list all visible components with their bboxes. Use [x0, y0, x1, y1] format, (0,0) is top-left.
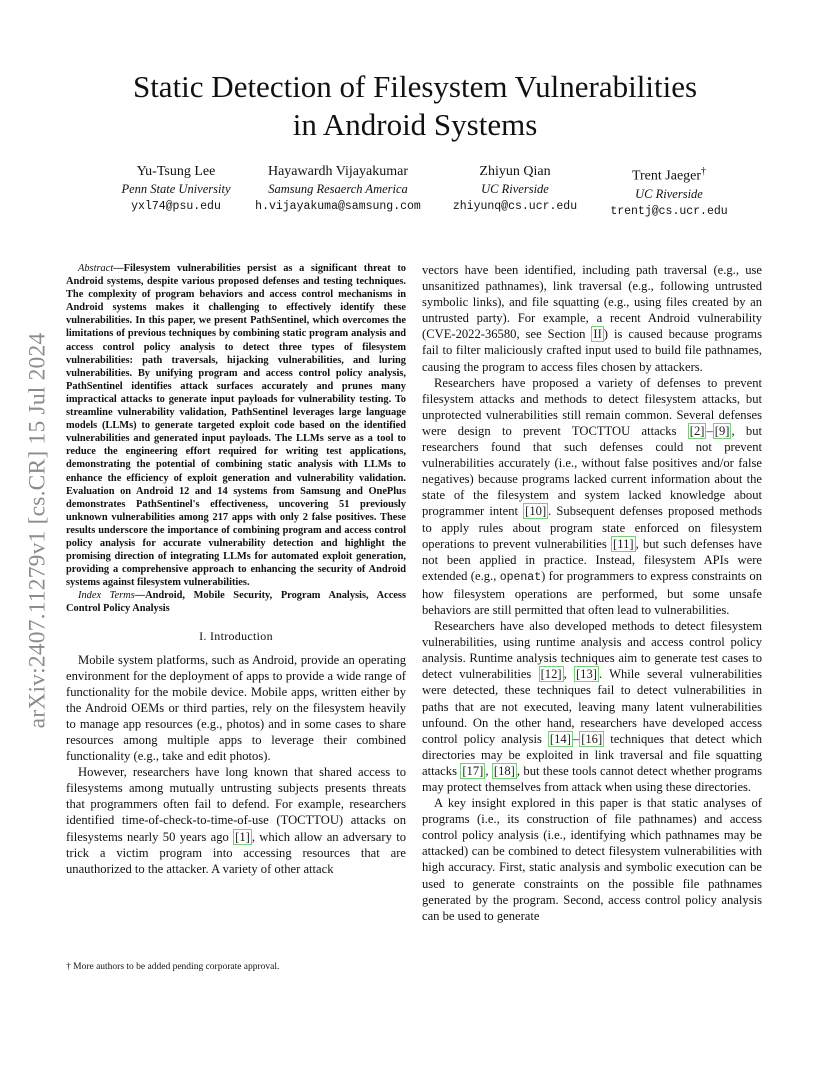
author-affiliation: Samsung Resaerch America — [268, 182, 408, 196]
author-email: h.vijayakuma@samsung.com — [255, 200, 421, 213]
citation-link[interactable]: [11] — [613, 536, 634, 551]
text-span: Researchers have proposed a variety of defenses to prevent filesystem attacks and methods to detect filesystem attacks, but unprotected vulnerabilities still remain common. Several defenses were design to prevent TOCTTOU attacks — [422, 375, 762, 438]
abstract-label: Abstract — [78, 263, 114, 274]
abstract-text: Filesystem vulnerabilities persist as a significant threat to Android systems, despite various proposed defenses and testing techniques. The complexity of program behaviors and access control mechanisms in Android systems makes it challenging to effectively identify these vulnerabilities. In this paper, we present PathSentinel, which overcomes the limitations of previous techniques by combining static program analysis and access control policy analysis to detect three types of filesystem vulnerabilities: path traversals, hijacking vulnerabilities, and luring vulnerabilities. By unifying program and access control policy analysis, PathSentinel identifies attack surfaces accurately and prunes many impractical attacks to generate input payloads for vulnerability testing. To streamline vulnerability validation, PathSentinel leverages large language models (LLMs) to generate targeted exploit code based on the identified vulnerabilities and generated input payloads. The LLMs serve as a tool to reduce the engineering effort required for writing test applications, demonstrating the potential of combining static analysis with LLMs to enhance the efficiency of exploit generation and vulnerability validation. Evaluation on Android 12 and 14 systems from Samsung and OnePlus demonstrates PathSentinel's effectiveness, uncovering 51 previously unknown vulnerabilities among 217 apps with only 2 false positives. These results underscore the importance of combining program and access control policy analysis for accurate vulnerability detection and highlight the promising direction of integrating LLMs for automated exploit generation, providing a comprehensive approach to enhancing the security of Android systems against filesystem vulnerabilities. — [66, 263, 406, 589]
citation-link[interactable]: [9] — [714, 423, 730, 438]
author-affiliation: Penn State University — [121, 182, 231, 196]
author-name: Yu-Tsung Lee — [136, 164, 216, 179]
right-column — [422, 262, 762, 924]
author-name: Zhiyun Qian — [479, 164, 551, 179]
text-span: ) is caused because programs fail to filter maliciously crafted input used to build file pathnames, causing the program to access files chosen by attackers. — [422, 327, 763, 374]
text-span: However, researchers have long known that shared access to filesystems among mutually untrusting subjects presents threats that programmers often fail to defend. For example, researchers identified time-of-check-to-time-of-use (TOCTTOU) attacks on filesystems nearly 50 years ago — [66, 765, 406, 844]
text-span: Researchers have also developed methods to detect filesystem vulnerabilities, using runtime analysis and access control policy analysis. Runtime analysis techniques aim to generate test cases to detect vulnerabilities — [422, 619, 762, 682]
text-span: techniques that detect which directories may be exploited in link traversal and file squatting attacks — [422, 731, 762, 778]
left-column — [66, 262, 406, 877]
citation-link[interactable]: [1] — [235, 829, 250, 844]
index-terms-text: Android, Mobile Security, Program Analysis, Access Control Policy Analysis — [66, 590, 406, 615]
text-span: – — [572, 731, 580, 746]
author-email: yxl74@psu.edu — [131, 200, 221, 213]
citation-link[interactable]: [12] — [540, 667, 562, 682]
arxiv-stamp — [17, 300, 59, 760]
intro-paragraph-3 — [422, 262, 762, 375]
author-affiliation: UC Riverside — [481, 182, 549, 196]
footnote: † More authors to be added pending corporate approval. — [66, 962, 280, 972]
citation-link[interactable]: [14] — [549, 731, 571, 746]
text-span: vectors have been identified, including path traversal (e.g., use unsanitized pathnames), link traversal (e.g., following untrusted symbolic links), and file squatting (e.g., using files created by an untrusted party). For example, a recent Android vulnerability (CVE-2022-36580, see Section — [422, 263, 762, 342]
intro-paragraph-1: Mobile system platforms, such as Android, provide an operating environment for the deployment of apps to provide a wide range of functionality for the mobile device. Mobile apps, written either by the Android OEMs or third parties, rely on the filesystem heavily to manage app resources (e.g., photos) and in some cases to share resources among multiple apps to leverage their combined functionality (e.g., take and edit photos). — [66, 652, 406, 764]
text-span: , but researchers found that such defenses could not prevent vulnerabilities accurately (i.e., without false positives and/or false negatives) because programs lacked current information about the state of the filesystem and system lacked knowledge about programmer intent — [422, 423, 762, 519]
author-email: trentj@cs.ucr.edu — [610, 204, 728, 218]
author-affiliation: UC Riverside — [635, 186, 703, 201]
text-span: . Subsequent defenses proposed methods to apply rules about program state enforced on filesystem operations to prevent vulnerabilities — [422, 504, 762, 551]
intro-paragraph-5 — [422, 618, 762, 795]
dagger-mark: † — [701, 166, 707, 177]
index-terms — [66, 589, 406, 615]
text-span: – — [706, 423, 713, 438]
text-span: ) for programmers to express constraints on how filesystem operations are performed, but some unsafe behaviors are still permitted that often lead to vulnerabilities. — [422, 568, 763, 617]
intro-paragraph-2 — [66, 764, 406, 877]
author-block-4 — [559, 163, 779, 221]
author-name-line — [559, 163, 779, 186]
citation-link[interactable]: [13] — [575, 667, 597, 682]
paper-title — [60, 68, 770, 144]
author-email: zhiyunq@cs.ucr.edu — [452, 200, 578, 213]
abstract-lead: Abstract— — [78, 263, 124, 274]
text-span: , — [485, 763, 492, 778]
author-name: Hayawardh Vijayakumar — [267, 164, 408, 179]
code-openat: openat — [499, 570, 542, 584]
text-span: , which allow an adversary to trick a victim program into accessing resources that are unauthorized to the attacker. A variety of other attack — [66, 829, 406, 876]
index-terms-label: Index Terms — [78, 590, 135, 602]
index-terms-lead: Index Terms— — [78, 590, 146, 602]
text-span: , — [563, 667, 574, 682]
section-heading: I. Introduction — [199, 628, 273, 643]
citation-link[interactable]: [18] — [493, 763, 515, 778]
intro-paragraph-4 — [422, 375, 762, 618]
intro-paragraph-6: A key insight explored in this paper is that static analyses of programs (i.e., its construction of file pathnames) and access control policy analysis (i.e., identifying which pathnames may be attacked) can be combined to detect filesystem vulnerabilities with high accuracy. First, static analysis and symbolic execution can be used to generate constraints on the possible file pathnames generated by the program. Second, access control policy analysis can be used to generate — [422, 796, 762, 923]
text-span: . While several vulnerabilities were detected, these techniques fail to detect vulnerabilities in paths that are not executed, leaving many latent vulnerabilities unfound. On the other hand, researchers have developed access control policy analysis — [422, 667, 763, 746]
author-name: Trent Jaeger — [631, 168, 702, 184]
text-span: , but such defenses have not been applied in practice. Instead, filesystem APIs were extended (e.g., — [422, 536, 762, 583]
section-link[interactable]: II — [593, 327, 602, 342]
citation-link[interactable]: [17] — [462, 763, 484, 778]
title-line-2: in Android Systems — [292, 107, 538, 142]
abstract — [66, 262, 406, 589]
arxiv-identifier: arXiv:2407.11279v1 [cs.CR] 15 Jul 2024 — [24, 332, 51, 728]
text-span: , but these tools cannot detect whether programs may protect themselves from attack when using these directories. — [422, 763, 762, 794]
title-line-1: Static Detection of Filesystem Vulnerabilities — [132, 69, 698, 104]
citation-link[interactable]: [16] — [581, 731, 603, 746]
citation-link[interactable]: [2] — [689, 423, 705, 438]
citation-link[interactable]: [10] — [525, 504, 547, 519]
